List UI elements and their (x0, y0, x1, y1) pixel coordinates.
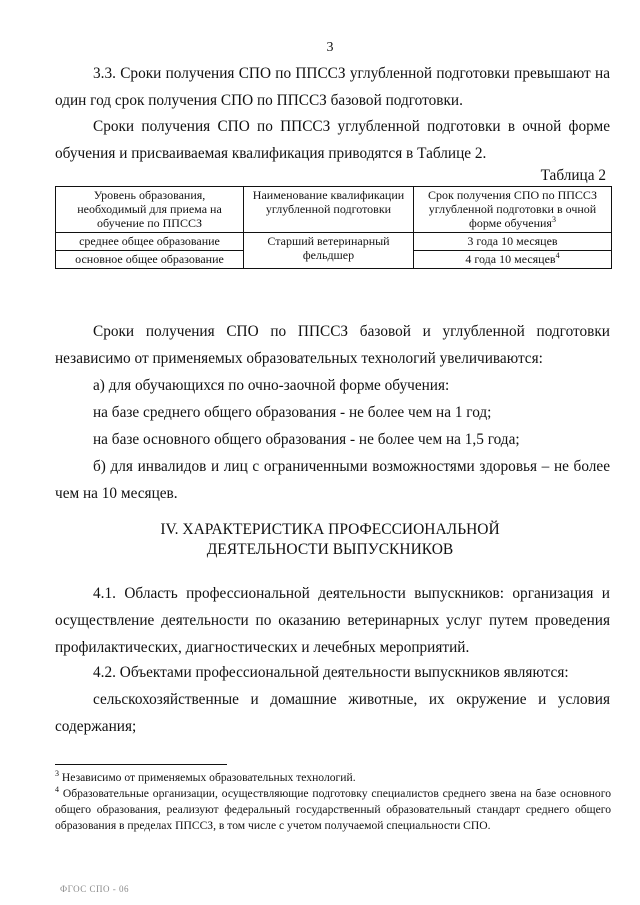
table-header-row (56, 187, 612, 233)
item-a: а) для обучающихся по очно-заочной форме обучения: (93, 377, 450, 394)
row-duration (414, 251, 612, 269)
duration-table (55, 186, 612, 269)
item-b: б) для инвалидов и лиц с ограниченными возможностями здоровья – не более чем на 10 месяцев. (55, 458, 610, 502)
row-duration: 3 года 10 месяцев (414, 233, 612, 251)
item-basic-base: на базе основного общего образования - не более чем на 1,5 года; (93, 431, 520, 448)
footnote-3-text: Независимо от применяемых образовательных технологий. (61, 771, 356, 784)
footnote-mark-4: 4 (55, 785, 59, 795)
section-heading-line1: IV. ХАРАКТЕРИСТИКА ПРОФЕССИОНАЛЬНОЙ (160, 521, 500, 538)
paragraph-table-intro: Сроки получения СПО по ППССЗ углубленной подготовки в очной форме обучения и присваиваемая квалификация приводятся в Таблице 2. (55, 118, 610, 162)
footnote-ref-3: 3 (551, 215, 556, 224)
footnote-divider (55, 764, 227, 765)
page-number: 3 (326, 40, 334, 55)
footnote-3 (55, 770, 611, 786)
paragraph-3-3: 3.3. Сроки получения СПО по ППССЗ углубленной подготовки превышают на один год срок получения СПО по ППССЗ базовой подготовки. (55, 65, 610, 109)
header-education-level: Уровень образования, необходимый для приема на обучение по ППССЗ (56, 187, 244, 233)
paragraph-4-2: 4.2. Объектами профессиональной деятельности выпускников являются: (93, 664, 569, 681)
section-heading (0, 520, 640, 560)
paragraph-4-1: 4.1. Область профессиональной деятельности выпускников: организация и осуществление деятельности по оказанию ветеринарных услуг путем проведения профилактических, диагностических и лечебных мероприятий. (55, 585, 610, 656)
paragraph-increase: Сроки получения СПО по ППССЗ базовой и углубленной подготовки независимо от применяемых образовательных технологий увеличиваются: (55, 323, 610, 367)
row-duration-text: 4 года 10 месяцев (465, 252, 556, 266)
item-secondary-base: на базе среднего общего образования - не более чем на 1 год; (93, 404, 492, 421)
footnote-4-text: Образовательные организации, осуществляющие подготовку специалистов среднего звена на базе основного общего образования, реализуют федеральный государственный образовательный стандарт среднего общего образования в пределах ППССЗ, в том числе с учетом получаемой специальности СПО. (55, 787, 611, 832)
footnote-ref-4: 4 (555, 251, 560, 260)
header-duration-text: Срок получения СПО по ППССЗ углубленной подготовки в очной форме обучения (428, 188, 597, 230)
table-row (56, 233, 612, 251)
row-level: среднее общее образование (56, 233, 244, 251)
row-level: основное общее образование (56, 251, 244, 269)
footnote-4 (55, 786, 611, 834)
qualification-cell: Старший ветеринарный фельдшер (244, 233, 414, 269)
header-qualification: Наименование квалификации углубленной подготовки (244, 187, 414, 233)
paragraph-objects: сельскохозяйственные и домашние животные, их окружение и условия содержания; (55, 691, 610, 735)
table-caption: Таблица 2 (540, 167, 606, 184)
header-duration (414, 187, 612, 233)
section-heading-line2: ДЕЯТЕЛЬНОСТИ ВЫПУСКНИКОВ (206, 541, 454, 558)
footer-mark: ФГОС СПО - 06 (60, 884, 129, 894)
footnote-mark-3: 3 (55, 769, 59, 779)
